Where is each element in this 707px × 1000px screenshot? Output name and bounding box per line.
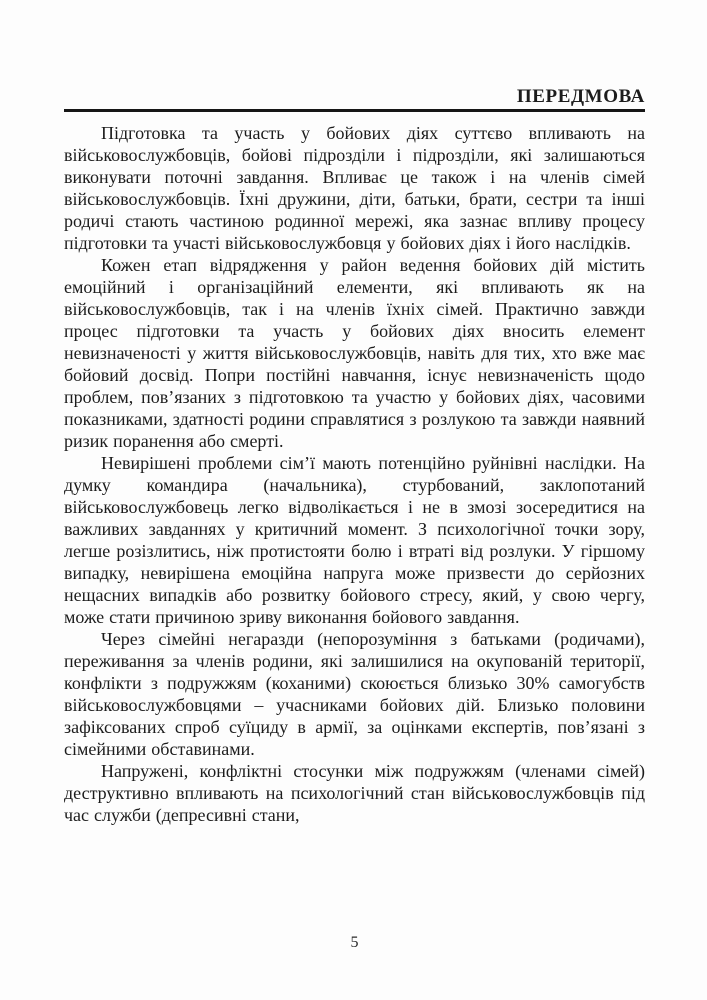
document-body (64, 122, 645, 826)
page-footer (64, 934, 645, 952)
page-number: 5 (350, 934, 359, 951)
paragraph: Кожен етап відрядження у район ведення бойових дій містить емоційний і організаційний елементи, які впливають як на військовослужбовців, так і на членів їхніх сімей. Практично завжди процес підготовки та участь у бойових діях вносить елемент невизначеності у життя військовослужбовців, навіть для тих, хто вже має бойовий досвід. Попри постійні навчання, існує невизначеність щодо проблем, пов’язаних з підготовкою та участю у бойових діях, часовими показниками, здатності родини справлятися з розлукою та завжди наявний ризик поранення або смерті. (64, 255, 645, 451)
paragraph: Невирішені проблеми сім’ї мають потенційно руйнівні наслідки. На думку командира (начальника), стурбований, заклопотаний військовослужбовець легко відволікається і не в змозі зосередитися на важливих завданнях у критичний момент. З психологічної точки зору, легше розізлитись, ніж протистояти болю і втраті від розлуки. У гіршому випадку, невирішена емоційна напруга може призвести до серйозних нещасних випадків або розвитку бойового стресу, який, у свою чергу, може стати причиною зриву виконання бойового завдання. (64, 453, 645, 627)
paragraph: Напружені, конфліктні стосунки між подружжям (членами сімей) деструктивно впливають на психологічний стан військовослужбовців під час служби (депресивні стани, (64, 761, 645, 825)
page-title: ПЕРЕДМОВА (516, 86, 645, 107)
document-header (64, 86, 645, 112)
paragraph: Підготовка та участь у бойових діях суттєво впливають на військовослужбовців, бойові підрозділи і підрозділи, які залишаються виконувати поточні завдання. Впливає це також і на членів сімей військовослужбовців. Їхні дружини, діти, батьки, брати, сестри та інші родичі стають частиною родинної мережі, яка зазнає впливу процесу підготовки та участі військовослужбовця у бойових діях і його наслідків. (64, 123, 645, 253)
paragraph: Через сімейні негаразди (непорозуміння з батьками (родичами), переживання за членів родини, які залишилися на окупованій території, конфлікти з подружжям (коханими) скоюється близько 30% самогубств військовослужбовцями – учасниками бойових дій. Близько половини зафіксованих спроб суїциду в армії, за оцінками експертів, пов’язані з сімейними обставинами. (64, 629, 645, 759)
